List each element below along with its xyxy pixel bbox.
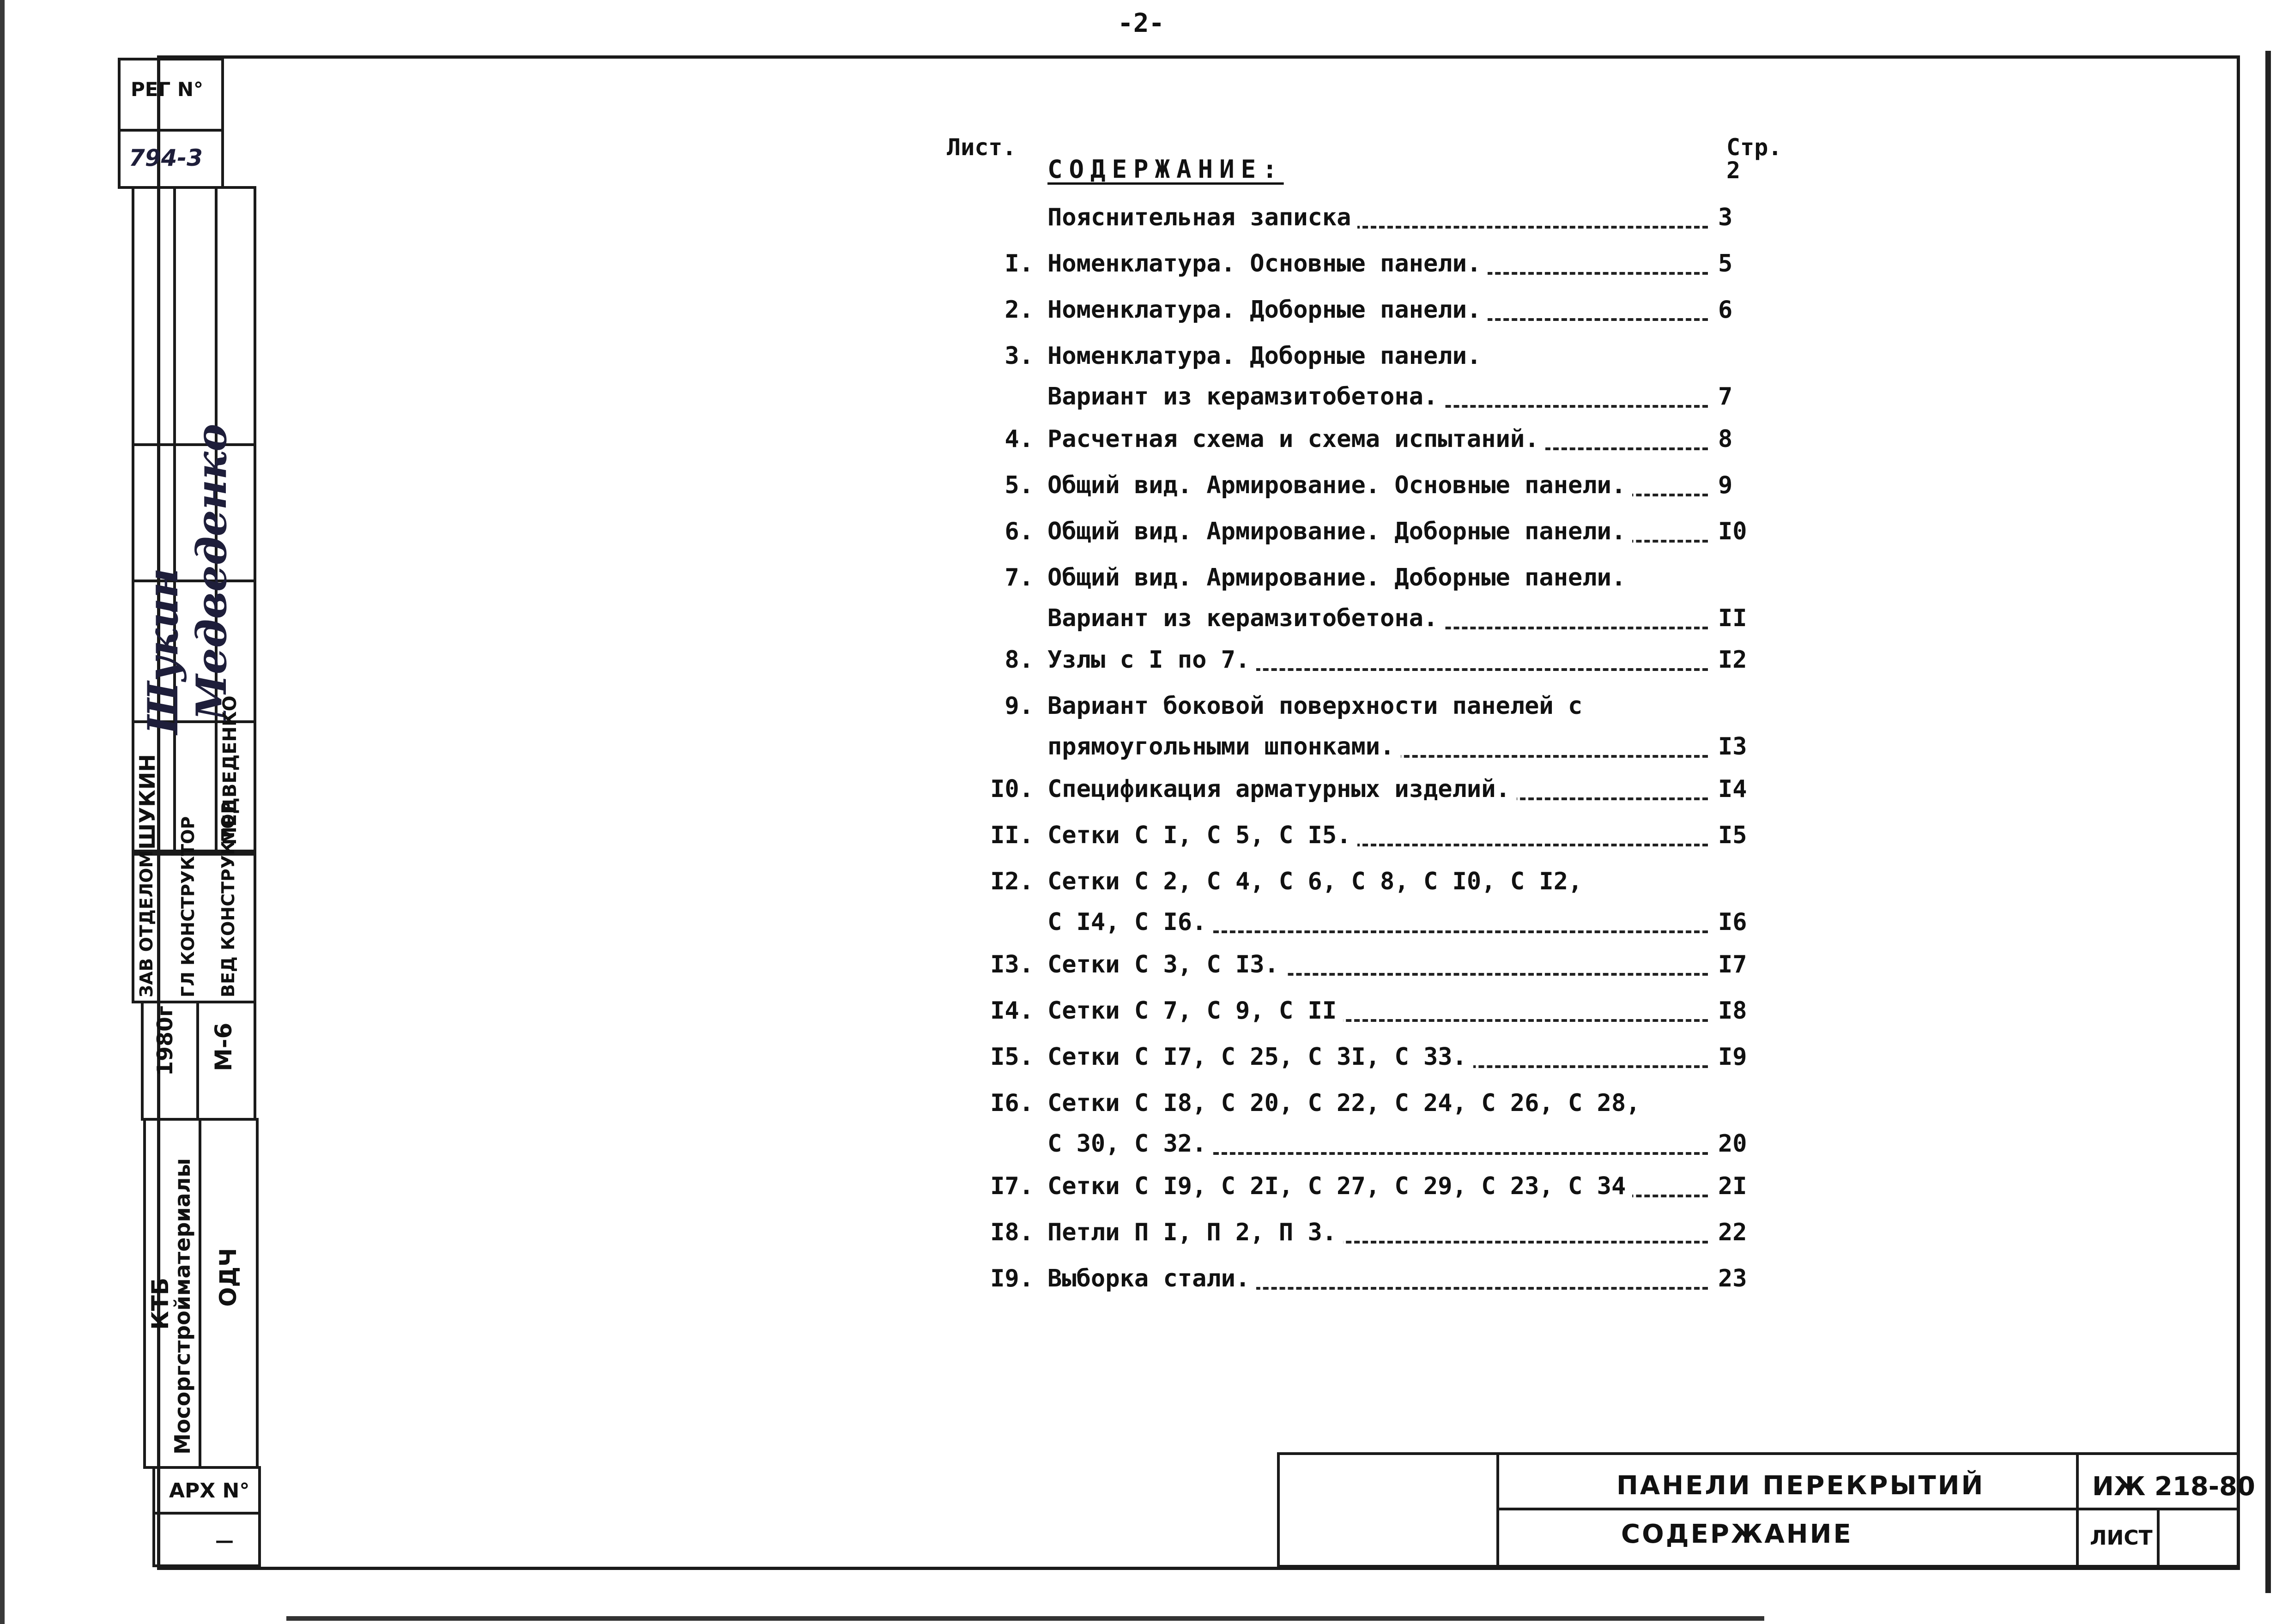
entry-line: [1047, 694, 1708, 735]
entry-page: 20: [1718, 1130, 1747, 1158]
entry-line: [1047, 344, 1708, 385]
entry-page: I6: [1718, 908, 1747, 936]
stamp-code: М-6: [210, 1022, 237, 1071]
sheet-label: ЛИСТ: [2090, 1526, 2153, 1550]
entry-lines: [1047, 1267, 1708, 1307]
org-name-short: КТБ: [147, 1277, 174, 1330]
arch-value-cell: [152, 1512, 261, 1567]
scan-edge-bottom: [286, 1616, 1764, 1621]
reg-label: РЕГ N°: [131, 78, 204, 101]
reg-value-cell: [118, 129, 224, 189]
entry-number: I5.: [990, 1043, 1034, 1071]
name-1: ШУКИН: [135, 754, 160, 850]
entry-number: 2.: [1005, 296, 1034, 324]
entry-lines: [1047, 519, 1708, 560]
entry-lines: [1047, 648, 1708, 688]
entry-line: [1047, 1091, 1708, 1132]
entry-line: [1047, 1174, 1708, 1215]
entry-title: Вариант из керамзитобетона.: [1047, 606, 1444, 632]
contents-title: СОДЕРЖАНИЕ:: [1047, 155, 1284, 184]
entry-page: 3: [1718, 204, 1733, 231]
entry-page: I2: [1718, 646, 1747, 674]
arch-value: —: [215, 1530, 234, 1552]
entry-number: I6.: [990, 1089, 1034, 1117]
row-divider: [1496, 1508, 2240, 1510]
entry-lines: [1047, 1174, 1708, 1215]
entry-title: Сетки С 7, С 9, С II: [1047, 999, 1343, 1025]
entry-lines: [1047, 694, 1708, 775]
entry-title: Сетки С I, С 5, С I5.: [1047, 823, 1357, 849]
entry-lines: [1047, 1220, 1708, 1261]
entry-lines: [1047, 777, 1708, 818]
entry-line: [1047, 869, 1708, 910]
entry-line: [1047, 427, 1708, 468]
entry-line: [1047, 1267, 1708, 1307]
entry-title: прямоугольными шпонками.: [1047, 735, 1401, 761]
entry-title: С I4, С I6.: [1047, 910, 1213, 936]
entry-title: Вариант из керамзитобетона.: [1047, 385, 1444, 411]
contents-title-page: 2: [1726, 157, 1741, 184]
entry-title: Сетки С I9, С 2I, С 27, С 29, С 23, С 34: [1047, 1174, 1632, 1200]
entry-lines: [1047, 953, 1708, 993]
entry-page: I3: [1718, 733, 1747, 761]
role-3: ВЕД КОНСТРУКТОР: [218, 801, 238, 997]
entry-line: [1047, 385, 1708, 425]
entry-lines: [1047, 344, 1708, 425]
role-2: ГЛ КОНСТРУКТОР: [178, 816, 198, 997]
entry-number: I.: [1005, 250, 1034, 278]
entry-number: 5.: [1005, 471, 1034, 499]
reg-value: 794-3: [129, 145, 203, 171]
entry-number: I4.: [990, 997, 1034, 1025]
entry-page: I8: [1718, 997, 1747, 1025]
entry-page: I9: [1718, 1043, 1747, 1071]
entry-lines: [1047, 473, 1708, 514]
entry-line: [1047, 1045, 1708, 1086]
entry-number: 6.: [1005, 518, 1034, 545]
entry-number: 4.: [1005, 425, 1034, 453]
reg-label-cell: [118, 58, 224, 132]
entry-page: I5: [1718, 821, 1747, 849]
entry-lines: [1047, 823, 1708, 864]
entry-title: Общий вид. Армирование. Доборные панели.: [1047, 566, 1632, 592]
entry-page: I4: [1718, 775, 1747, 803]
entry-lines: [1047, 869, 1708, 951]
entry-lines: [1047, 566, 1708, 647]
entry-line: [1047, 298, 1708, 338]
entry-title: Спецификация арматурных изделий.: [1047, 777, 1517, 803]
entry-page: 8: [1718, 425, 1733, 453]
entry-line: [1047, 777, 1708, 818]
document-code: ИЖ 218-80: [2092, 1472, 2255, 1502]
entry-page: 9: [1718, 471, 1733, 499]
entry-title: Сетки С I8, С 20, С 22, С 24, С 26, С 28,: [1047, 1091, 1647, 1117]
arch-label-cell: [152, 1466, 261, 1515]
entry-title: Выборка стали.: [1047, 1267, 1256, 1292]
signature-2: Медведенко: [187, 423, 236, 720]
entry-number: 9.: [1005, 692, 1034, 720]
column-divider: [196, 1001, 199, 1121]
entry-line: [1047, 519, 1708, 560]
column-divider: [173, 186, 176, 856]
entry-lines: [1047, 1045, 1708, 1086]
entry-page: II: [1718, 604, 1747, 632]
column-divider: [199, 1118, 201, 1469]
org-dept: ОДЧ: [215, 1248, 242, 1307]
entry-number: I9.: [990, 1265, 1034, 1292]
entry-page: 2I: [1718, 1172, 1747, 1200]
entry-title: Петли П I, П 2, П 3.: [1047, 1220, 1343, 1246]
entry-title: Сетки С I7, С 25, С 3I, С 33.: [1047, 1045, 1473, 1071]
name-2: МЕДВЕДЕНКО: [219, 695, 241, 845]
arch-label: АРХ N°: [169, 1479, 250, 1503]
stamp-year: 1980г: [152, 1005, 177, 1076]
entry-number: 3.: [1005, 342, 1034, 370]
org-name: Мосоргстройматериалы: [170, 1158, 195, 1455]
entry-number: I8.: [990, 1219, 1034, 1246]
entry-line: [1047, 999, 1708, 1039]
entry-lines: [1047, 252, 1708, 292]
entry-line: [1047, 1220, 1708, 1261]
entry-lines: [1047, 298, 1708, 338]
column-divider: [2157, 1508, 2160, 1568]
entry-page: 6: [1718, 296, 1733, 324]
entry-line: [1047, 823, 1708, 864]
sheet-column-label: Лист.: [947, 134, 1017, 161]
entry-title: Сетки С 2, С 4, С 6, С 8, С I0, С I2,: [1047, 869, 1589, 895]
role-1: ЗАВ ОТДЕЛОМ: [136, 850, 157, 997]
entry-page: 22: [1718, 1219, 1747, 1246]
entry-lines: [1047, 999, 1708, 1039]
entry-line: [1047, 205, 1708, 246]
entry-number: II.: [990, 821, 1034, 849]
page-column-label: Стр.: [1726, 134, 1782, 161]
page-number: -2-: [1118, 8, 1165, 38]
entry-page: 23: [1718, 1265, 1747, 1292]
entry-lines: [1047, 427, 1708, 468]
entry-number: I3.: [990, 951, 1034, 978]
scan-edge-left: [0, 0, 5, 1624]
project-name: ПАНЕЛИ ПЕРЕКРЫТИЙ: [1616, 1471, 1985, 1501]
entry-lines: [1047, 1091, 1708, 1172]
entry-page: I0: [1718, 518, 1747, 545]
entry-title: Сетки С 3, С I3.: [1047, 953, 1285, 978]
entry-line: [1047, 606, 1708, 647]
entry-title: Узлы с I по 7.: [1047, 648, 1256, 674]
entry-title: Номенклатура. Доборные панели.: [1047, 344, 1488, 370]
sheet-subject: СОДЕРЖАНИЕ: [1621, 1519, 1853, 1549]
entry-title: Вариант боковой поверхности панелей с: [1047, 694, 1589, 720]
entry-line: [1047, 473, 1708, 514]
frame-edge-right: [2265, 51, 2271, 1593]
entry-line: [1047, 566, 1708, 606]
entry-number: 7.: [1005, 564, 1034, 592]
entry-line: [1047, 648, 1708, 688]
entry-page: 5: [1718, 250, 1733, 278]
entry-title: Пояснительная записка: [1047, 205, 1357, 231]
signature-1: Шукин: [139, 568, 188, 734]
entry-line: [1047, 910, 1708, 951]
entry-page: I7: [1718, 951, 1747, 978]
entry-title: Номенклатура. Основные панели.: [1047, 252, 1488, 278]
entry-title: Общий вид. Армирование. Доборные панели.: [1047, 519, 1632, 545]
entry-line: [1047, 953, 1708, 993]
entry-line: [1047, 252, 1708, 292]
entry-number: I7.: [990, 1172, 1034, 1200]
entry-number: 8.: [1005, 646, 1034, 674]
entry-line: [1047, 1132, 1708, 1172]
entry-line: [1047, 735, 1708, 775]
entry-number: I0.: [990, 775, 1034, 803]
entry-number: I2.: [990, 868, 1034, 895]
entry-title: Расчетная схема и схема испытаний.: [1047, 427, 1545, 453]
entry-title: С 30, С 32.: [1047, 1132, 1213, 1158]
entry-title: Номенклатура. Доборные панели.: [1047, 298, 1488, 324]
entry-lines: [1047, 205, 1708, 246]
entry-page: 7: [1718, 383, 1733, 411]
entry-title: Общий вид. Армирование. Основные панели.: [1047, 473, 1632, 499]
